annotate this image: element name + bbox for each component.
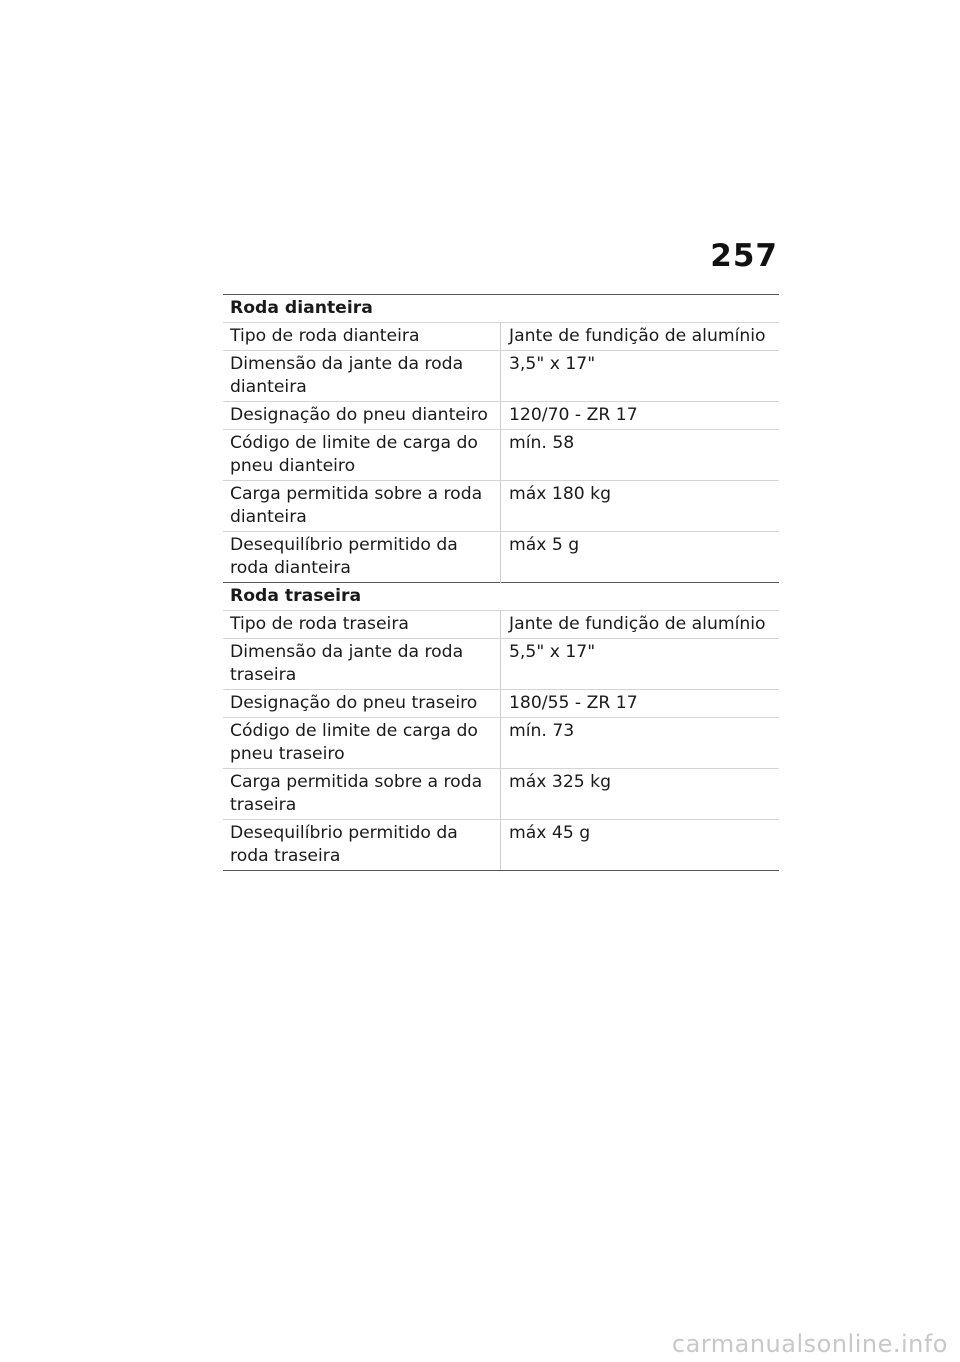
row-label: Designação do pneu traseiro bbox=[223, 690, 501, 718]
table-row bbox=[223, 611, 779, 639]
section-header-front-wheel bbox=[223, 295, 779, 323]
row-label: Carga permitida sobre a roda dianteira bbox=[223, 481, 501, 532]
row-label: Carga permitida sobre a roda traseira bbox=[223, 769, 501, 820]
row-value: máx 45 g bbox=[501, 820, 780, 871]
row-label: Dimensão da jante da roda dianteira bbox=[223, 351, 501, 402]
table-row bbox=[223, 820, 779, 871]
row-value: 120/70 - ZR 17 bbox=[501, 402, 780, 430]
table-row bbox=[223, 481, 779, 532]
table-row bbox=[223, 532, 779, 583]
row-label: Tipo de roda dianteira bbox=[223, 323, 501, 351]
row-value: máx 325 kg bbox=[501, 769, 780, 820]
row-value: 180/55 - ZR 17 bbox=[501, 690, 780, 718]
table-row bbox=[223, 639, 779, 690]
page-number: 257 bbox=[710, 238, 778, 274]
row-label: Dimensão da jante da roda traseira bbox=[223, 639, 501, 690]
row-value: Jante de fundição de alumínio bbox=[501, 323, 780, 351]
row-value: 5,5" x 17" bbox=[501, 639, 780, 690]
row-value: 3,5" x 17" bbox=[501, 351, 780, 402]
table-row bbox=[223, 718, 779, 769]
row-value: Jante de fundição de alumínio bbox=[501, 611, 780, 639]
row-label: Desequilíbrio permitido da roda dianteira bbox=[223, 532, 501, 583]
section-title: Roda dianteira bbox=[223, 295, 779, 323]
table-row bbox=[223, 430, 779, 481]
table-row bbox=[223, 402, 779, 430]
row-label: Designação do pneu dianteiro bbox=[223, 402, 501, 430]
section-title: Roda traseira bbox=[223, 583, 779, 611]
row-value: máx 180 kg bbox=[501, 481, 780, 532]
row-label: Código de limite de carga do pneu traseiro bbox=[223, 718, 501, 769]
row-label: Tipo de roda traseira bbox=[223, 611, 501, 639]
row-label: Código de limite de carga do pneu dianteiro bbox=[223, 430, 501, 481]
table-row bbox=[223, 690, 779, 718]
row-value: mín. 58 bbox=[501, 430, 780, 481]
spec-table bbox=[223, 294, 779, 871]
section-header-rear-wheel bbox=[223, 583, 779, 611]
row-value: mín. 73 bbox=[501, 718, 780, 769]
row-value: máx 5 g bbox=[501, 532, 780, 583]
table-row bbox=[223, 323, 779, 351]
watermark-link[interactable]: carmanualsonline.info bbox=[671, 1330, 948, 1358]
table-row bbox=[223, 351, 779, 402]
table-row bbox=[223, 769, 779, 820]
row-label: Desequilíbrio permitido da roda traseira bbox=[223, 820, 501, 871]
